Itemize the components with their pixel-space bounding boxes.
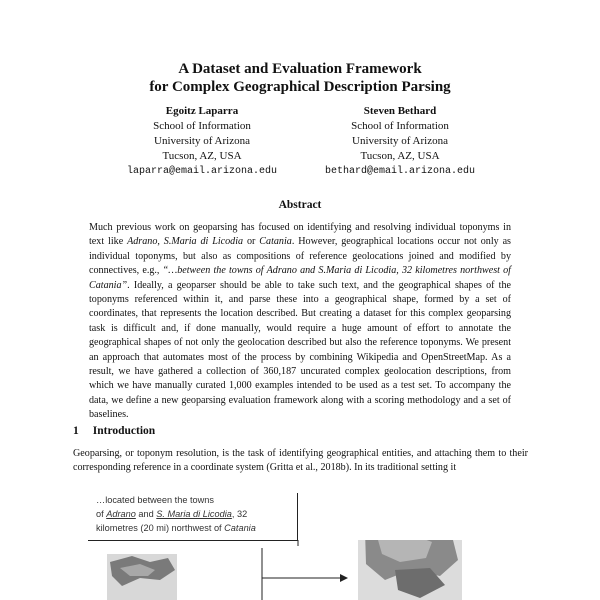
toponym: S.Maria di Licodia [163, 236, 244, 248]
toponym: Adrano [127, 236, 158, 248]
author-1 [92, 104, 312, 179]
figure-line [96, 521, 297, 535]
separator: , [157, 236, 164, 248]
figure-toponym: Adrano [106, 509, 136, 519]
abstract-text: . However, geographical locations occur not only as individual toponyms, but also as compositions of reference geolocations joined and modified by connectives, e.g., [89, 236, 511, 277]
section-title: Introduction [92, 425, 156, 437]
figure-line [96, 507, 297, 521]
section-heading [73, 425, 155, 437]
figure-text: kilometres (20 mi) northwest of [96, 523, 225, 533]
figure-text-box [88, 493, 298, 541]
author-2 [290, 104, 510, 179]
author-location: Tucson, AZ, USA [360, 150, 440, 162]
figure-line [96, 493, 297, 507]
figure-toponym: Catania [224, 523, 256, 533]
author-name: Steven Bethard [363, 105, 437, 117]
abstract-body [89, 221, 511, 423]
figure-text: of [96, 509, 107, 519]
author-email[interactable]: laparra@email.arizona.edu [126, 166, 278, 177]
abstract-text: . Ideally, a geoparser should be able to take such text, and the geographical shapes of the toponyms referenced within it, and parse these into a geographical shape, formed by a set of coordinates, that represents the location described. But creating a dataset for this complex geoparsing task is difficult and, if done manually, would require a huge amount of effort to annotate the geographical shapes of not only the geolocation described but also the reference toponyms. We present an approach that automates most of the process by combining Wikipedia and OpenStreetMap. As a result, we have gathered a collection of 360,187 uncurated complex geolocation descriptions, from which we have manually curated 1,000 examples intended to be used as a test set. To accompany the data, we define a new geoparsing evaluation framework along with a scoring methodology and a set of baselines. [89, 279, 511, 421]
example-quote: “…between the towns of Adrano and S.Maria di Licodia, 32 kilometres northwest of Catania” [89, 265, 511, 291]
author-dept: School of Information [351, 120, 449, 132]
paper-title [0, 60, 600, 96]
abstract-heading: Abstract [278, 199, 322, 211]
author-location: Tucson, AZ, USA [162, 150, 242, 162]
figure-text: …located between the towns [96, 495, 214, 505]
arrow-head [340, 574, 348, 582]
author-name: Egoitz Laparra [165, 105, 239, 117]
abstract-text: Much previous work on geoparsing has focused on identifying and resolving individual toponyms in text like [89, 222, 511, 248]
figure-text: and [135, 509, 157, 519]
author-dept: School of Information [153, 120, 251, 132]
author-univ: University of Arizona [154, 135, 250, 147]
author-univ: University of Arizona [352, 135, 448, 147]
separator: or [243, 236, 260, 248]
figure-text: , 32 [231, 509, 248, 519]
section-number: 1 [73, 425, 79, 437]
author-email[interactable]: bethard@email.arizona.edu [324, 166, 476, 177]
toponym: Catania [259, 236, 292, 248]
figure-toponym: S. Maria di Licodia [156, 509, 232, 519]
intro-paragraph: Geoparsing, or toponym resolution, is the task of identifying geographical entities, and attaching them to their corresponding reference in a coordinate system (Gritta et al., 2018b). In its traditional setting it [73, 448, 528, 474]
title-line-2: for Complex Geographical Description Parsing [149, 79, 451, 95]
title-line-1: A Dataset and Evaluation Framework [178, 61, 422, 77]
figure-illustration [0, 540, 600, 600]
